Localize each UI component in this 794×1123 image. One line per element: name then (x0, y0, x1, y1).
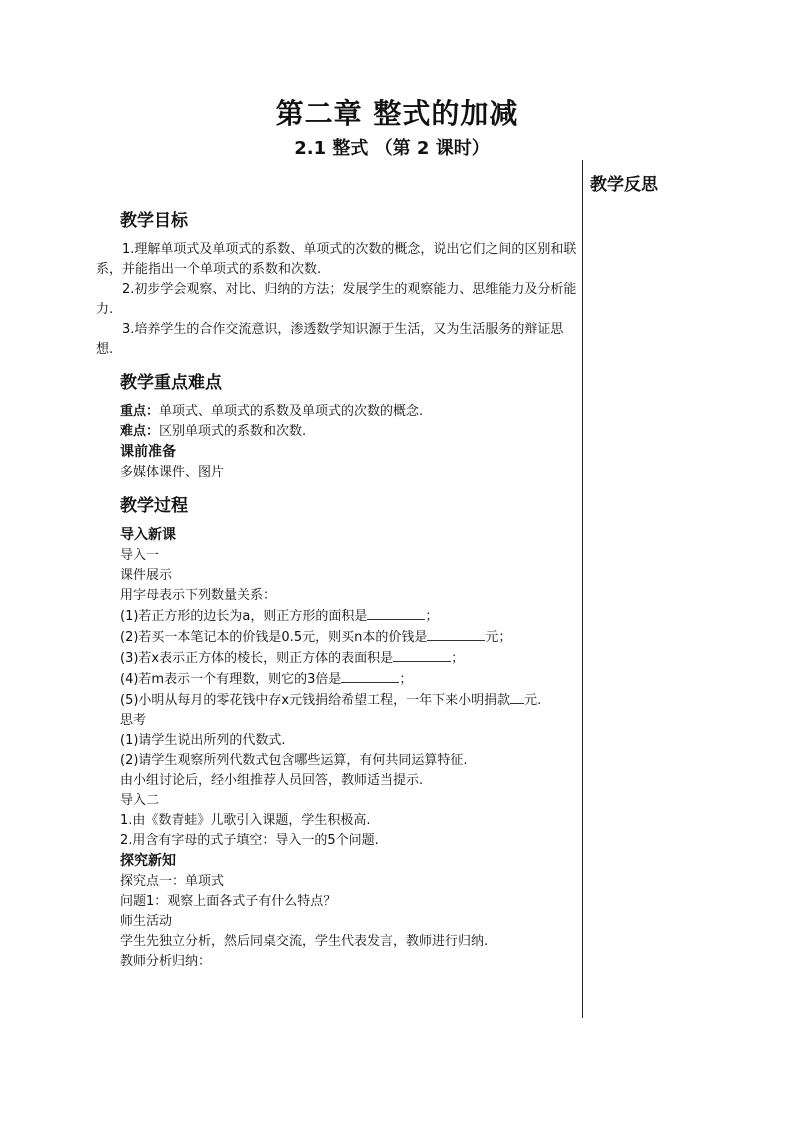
column-divider (582, 160, 583, 1018)
think-item: (2)请学生观察所列代数式包含哪些运算，有何共同运算特征. (120, 753, 468, 768)
prep-text: 多媒体课件、图片 (120, 465, 225, 480)
chapter-title: 第二章 整式的加减 (275, 97, 519, 130)
question-text: (3)若x表示正方体的棱长，则正方体的表面积是 (120, 651, 394, 666)
question-suffix: 元； (485, 630, 512, 645)
focus-label: 重点： (120, 404, 160, 419)
objective-item: 3.培养学生的合作交流意识，渗透数学知识源于生活，又为生活服务的辩证思想. (96, 322, 564, 357)
question-4 (96, 669, 580, 690)
answer-blank (510, 690, 524, 704)
group-text: 由小组讨论后，经小组推荐人员回答，教师适当提示. (120, 773, 424, 788)
courseware-label: 课件展示 (120, 568, 173, 583)
intro2-item: 2.用含有字母的式子填空：导入一的5个问题. (120, 833, 379, 848)
teacher-summary: 教师分析归纳： (120, 954, 212, 969)
answer-blank (393, 648, 451, 662)
activity-text: 学生先独立分析，然后同桌交流，学生代表发言，教师进行归纳. (120, 934, 489, 949)
intro2-label: 导入二 (120, 793, 160, 808)
question-label: 问题1：观察上面各式子有什么特点？ (120, 894, 337, 909)
explore-heading: 探究新知 (120, 853, 176, 869)
explore-point: 探究点一：单项式 (120, 874, 225, 889)
key-points-heading: 教学重点难点 (120, 373, 222, 393)
question-suffix: ； (451, 651, 465, 666)
difficulty-line (96, 422, 580, 442)
question-text: (1)若正方形的边长为a，则正方形的面积是 (120, 609, 368, 624)
process-heading: 教学过程 (120, 496, 188, 516)
objectives-heading: 教学目标 (120, 211, 188, 231)
think-item: (1)请学生说出所列的代数式. (120, 733, 286, 748)
lesson-content (96, 208, 580, 972)
question-text: (2)若买一本笔记本的价钱是0.5元，则买n本的价钱是 (120, 630, 428, 645)
answer-blank (367, 606, 425, 620)
question-text: (5)小明从每月的零花钱中存x元钱捐给希望工程，一年下来小明捐款 (120, 693, 511, 708)
question-1 (96, 606, 580, 627)
question-suffix: ； (425, 609, 439, 624)
difficulty-text: 区别单项式的系数和次数. (159, 424, 307, 439)
answer-blank (427, 627, 485, 641)
question-suffix: 元. (524, 693, 542, 708)
reflection-label: 教学反思 (590, 175, 658, 195)
think-label: 思考 (120, 713, 147, 728)
intro2-item: 1.由《数青蛙》儿歌引入课题，学生积极高. (120, 813, 371, 828)
focus-line (96, 402, 580, 422)
question-5 (96, 690, 580, 711)
focus-text: 单项式、单项式的系数及单项式的次数的概念. (159, 404, 424, 419)
difficulty-label: 难点： (120, 424, 160, 439)
question-suffix: ； (399, 672, 413, 687)
objective-item: 1.理解单项式及单项式的系数、单项式的次数的概念，说出它们之间的区别和联系，并能指出一个单项式的系数和次数. (96, 242, 577, 277)
question-2 (96, 627, 580, 648)
lesson-title: 2.1 整式 （第 2 课时） (294, 138, 490, 159)
prep-heading: 课前准备 (120, 444, 176, 460)
question-text: (4)若m表示一个有理数，则它的3倍是 (120, 672, 342, 687)
intro-heading: 导入新课 (120, 527, 176, 543)
question-3 (96, 648, 580, 669)
objective-item: 2.初步学会观察、对比、归纳的方法；发展学生的观察能力、思维能力及分析能力. (96, 282, 577, 317)
intro1-label: 导入一 (120, 548, 160, 563)
instruction-text: 用字母表示下列数量关系： (120, 588, 277, 603)
answer-blank (341, 669, 399, 683)
activity-label: 师生活动 (120, 914, 173, 929)
